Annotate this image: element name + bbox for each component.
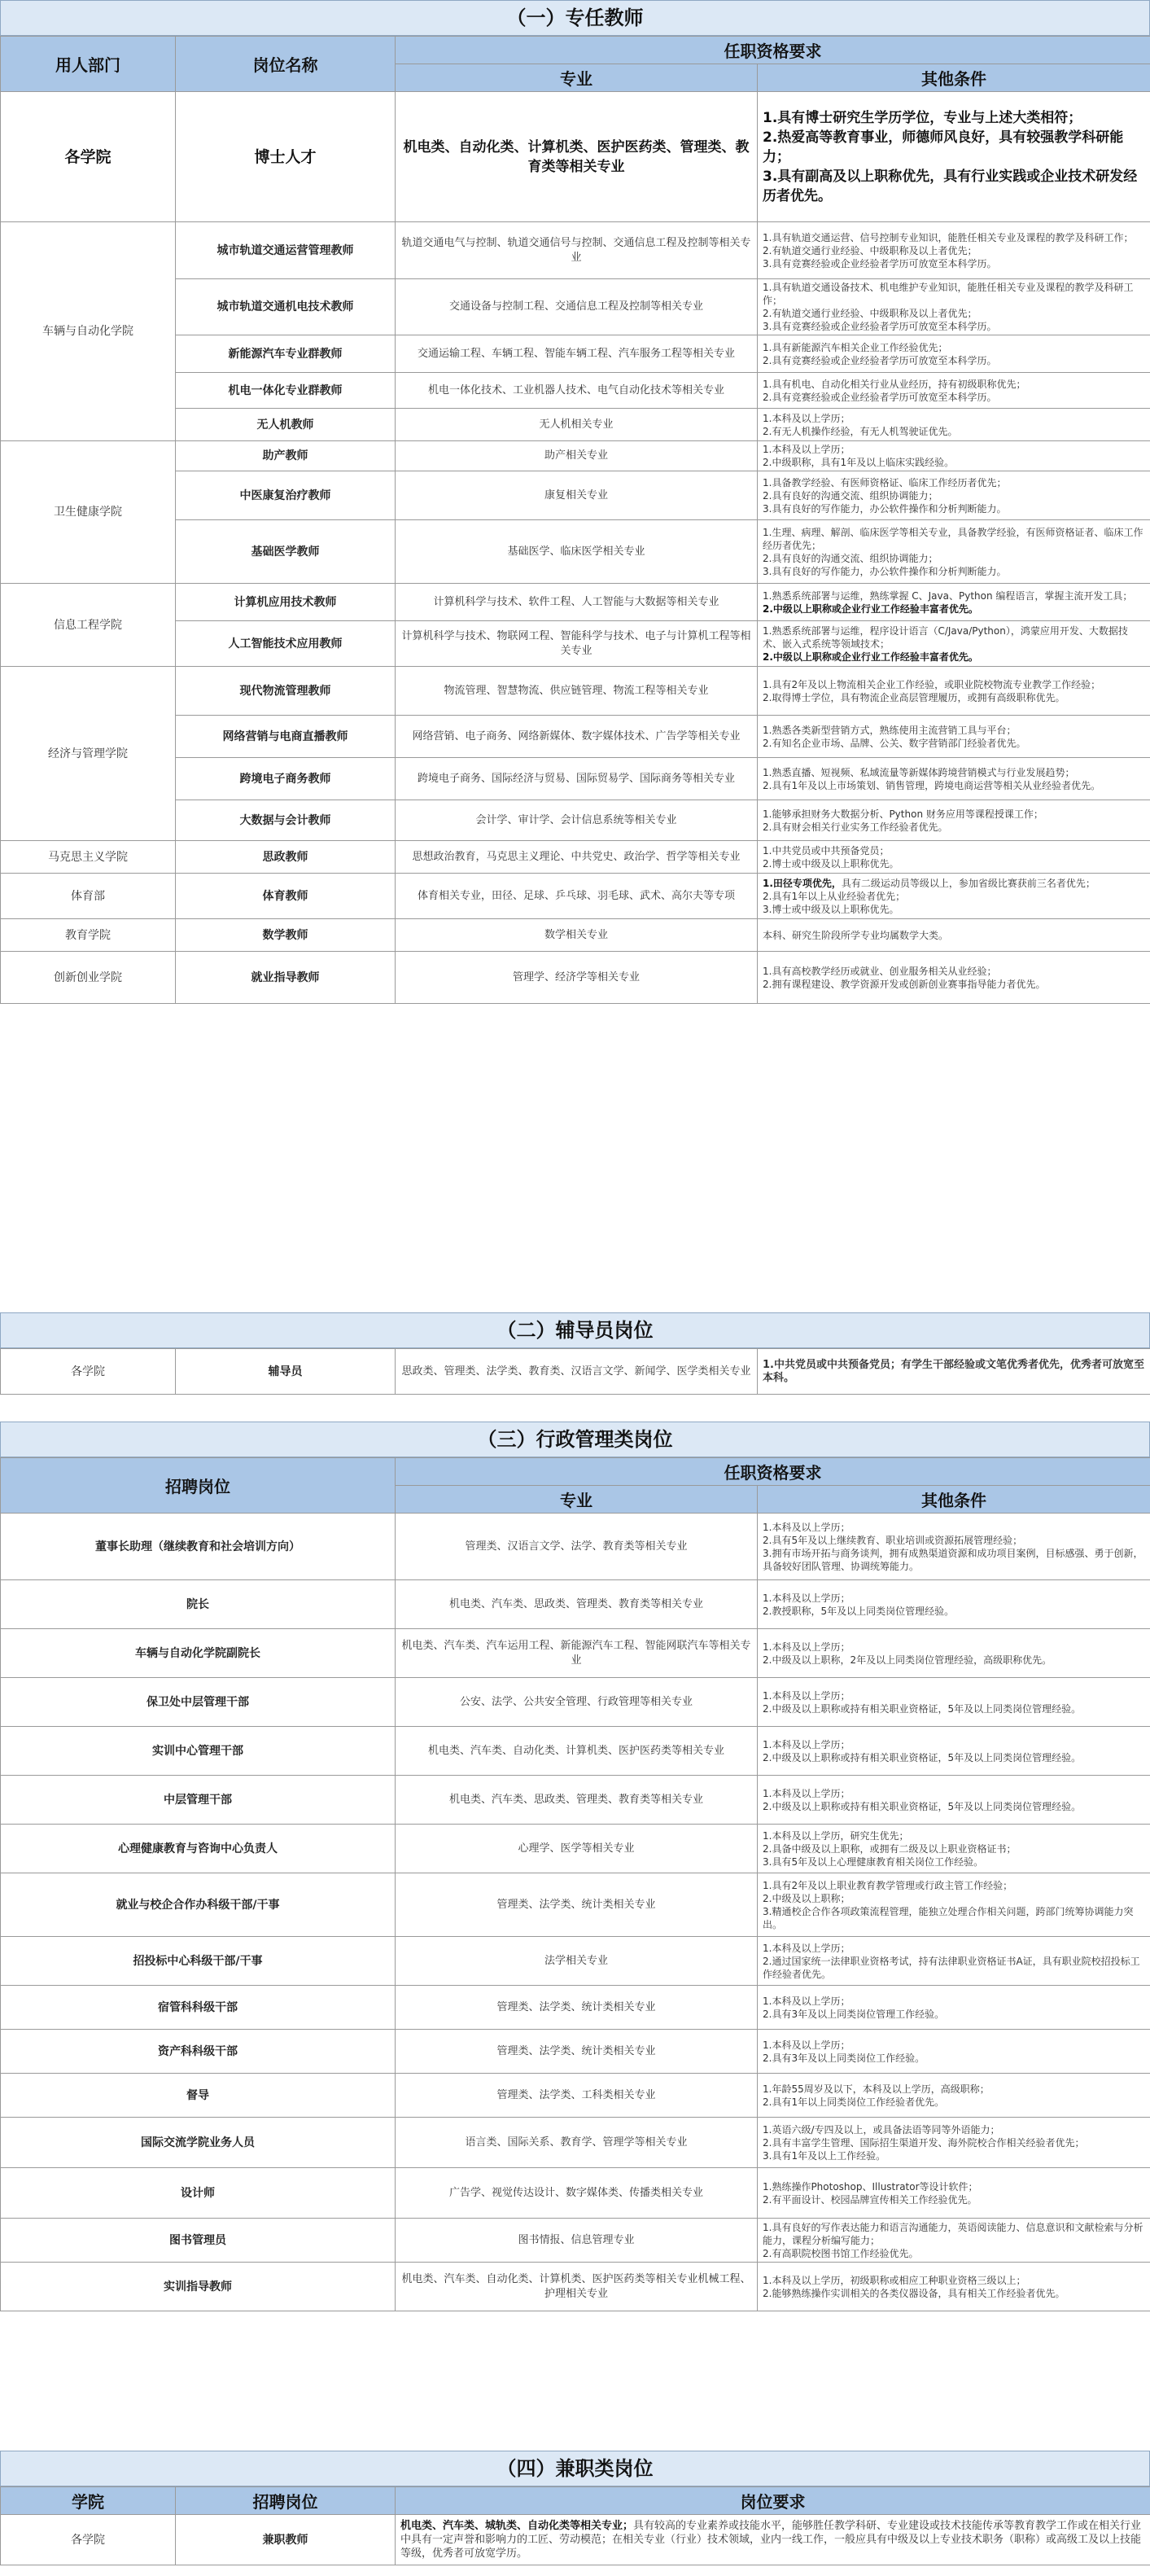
post-cell: 招投标中心科级干部/干事 bbox=[1, 1937, 396, 1986]
requirement-line: 1.具有良好的写作表达能力和语言沟通能力，英语阅读能力、信息意识和文献检索与分析能力，课程分析编写能力； bbox=[763, 2221, 1143, 2246]
major-cell: 广告学、视觉传达设计、数字媒体类、传播类相关专业 bbox=[396, 2168, 758, 2219]
requirement-line: 2.中级及以上职称或持有相关职业资格证，5年及以上同类岗位管理经验。 bbox=[763, 1800, 1082, 1812]
header-major: 专业 bbox=[396, 64, 758, 92]
requirement-line: 2.中级以上职称或企业行业工作经验丰富者优先。 bbox=[763, 651, 978, 663]
post-cell: 就业与校企合作办科级干部/干事 bbox=[1, 1873, 396, 1937]
requirement-line: 2.有无人机操作经验，有无人机驾驶证优先。 bbox=[763, 425, 958, 437]
parttime-table bbox=[0, 2486, 1150, 2565]
post-cell: 就业指导教师 bbox=[176, 952, 396, 1004]
other-cell bbox=[758, 471, 1150, 520]
header-requirements: 任职资格要求 bbox=[396, 1458, 1150, 1486]
requirement-text: 具有较高的专业素养或技能水平，能够胜任教学科研、专业建设或技术技能传承等教育教学工作或在相关行业中具有一定声誉和影响力的工匠、劳动模范；在相关专业（行业）技术领域，业内一线工作，一般应具有中级及以上专业技术职务（职称）或高级工及以上技能等级，优秀者可放宽学历。 bbox=[400, 2520, 1142, 2560]
table-row bbox=[1, 874, 1150, 919]
section-title: （一）专任教师 bbox=[0, 0, 1150, 36]
requirement-line: 本科、研究生阶段所学专业均属数学大类。 bbox=[763, 929, 949, 941]
header-requirements: 岗位要求 bbox=[396, 2487, 1150, 2515]
requirement-line: 1.熟练操作Photoshop、Illustrator等设计软件； bbox=[763, 2180, 978, 2193]
other-cell bbox=[758, 222, 1150, 279]
requirement-line: 1.本科及以上学历； bbox=[763, 1738, 850, 1750]
table-row bbox=[1, 919, 1150, 952]
requirement-line: 2.有平面设计、校园品牌宣传相关工作经验优先。 bbox=[763, 2193, 977, 2206]
requirement-line: 2.拥有课程建设、教学资源开发或创新创业赛事指导能力者优先。 bbox=[763, 978, 1046, 990]
other-cell bbox=[758, 2074, 1150, 2118]
requirement-line: 2.有轨道交通行业经验、中级职称及以上者优先； bbox=[763, 244, 977, 256]
section-counselor bbox=[0, 1312, 1150, 1395]
other-cell bbox=[758, 1514, 1150, 1580]
requirement-line: 1.具有机电、自动化相关行业从业经历，持有初级职称优先； bbox=[763, 378, 1026, 390]
major-cell: 机电类、汽车类、思政类、管理类、教育类等相关专业 bbox=[396, 1580, 758, 1629]
dept-cell: 车辆与自动化学院 bbox=[1, 222, 176, 441]
requirement-line: 3.具有良好的写作能力，办公软件操作和分析判断能力。 bbox=[763, 565, 1007, 577]
table-row bbox=[1, 441, 1150, 471]
post-cell: 国际交流学院业务人员 bbox=[1, 2118, 396, 2168]
other-cell bbox=[758, 2118, 1150, 2168]
post-cell: 博士人才 bbox=[176, 92, 396, 222]
requirement-line: 1.本科及以上学历； bbox=[763, 1689, 850, 1702]
requirement-line: 1.英语六级/专四及以上，或具备法语等同等外语能力； bbox=[763, 2123, 1000, 2136]
major-cell: 机电一体化技术、工业机器人技术、电气自动化技术等相关专业 bbox=[396, 373, 758, 409]
requirement-line: 1.本科及以上学历； bbox=[763, 2039, 850, 2051]
major-cell: 图书情报、信息管理专业 bbox=[396, 2219, 758, 2263]
table-row bbox=[1, 1776, 1150, 1825]
table-row bbox=[1, 1986, 1150, 2030]
requirement-line: 2.中级及以上职称或持有相关职业资格证，5年及以上同类岗位管理经验。 bbox=[763, 1702, 1082, 1715]
requirement-line: 2.具有3年及以上同类岗位工作经验。 bbox=[763, 2052, 925, 2064]
major-cell: 管理类、汉语言文学、法学、教育类等相关专业 bbox=[396, 1514, 758, 1580]
requirement-line: 1.具有2年及以上职业教育教学管理或行政主管工作经验； bbox=[763, 1879, 1013, 1891]
requirement-line: 2.具有1年以上从业经验者优先； bbox=[763, 890, 906, 902]
dept-cell: 卫生健康学院 bbox=[1, 441, 176, 584]
major-cell: 机电类、汽车类、自动化类、计算机类、医护医药类等相关专业 bbox=[396, 1727, 758, 1776]
section-admin bbox=[0, 1422, 1150, 2311]
post-cell: 现代物流管理教师 bbox=[176, 667, 396, 716]
requirement-line: 2.具有丰富学生管理、国际招生渠道开发、海外院校合作相关经验者优先； bbox=[763, 2136, 1085, 2149]
table-row bbox=[1, 222, 1150, 279]
table-row bbox=[1, 1873, 1150, 1937]
table-row bbox=[1, 584, 1150, 621]
other-cell bbox=[758, 1986, 1150, 2030]
requirement-line: 1.具有新能源汽车相关企业工作经验优先； bbox=[763, 341, 948, 353]
major-cell: 管理类、法学类、工科类相关专业 bbox=[396, 2074, 758, 2118]
other-cell bbox=[758, 841, 1150, 874]
requirement-line: 1.本科及以上学历； bbox=[763, 1995, 850, 2007]
other-cell bbox=[758, 2168, 1150, 2219]
other-cell bbox=[758, 584, 1150, 621]
requirement-line: 2.取得博士学位，具有物流企业高层管理履历，或拥有高级职称优先。 bbox=[763, 691, 1065, 703]
table-row bbox=[1, 1514, 1150, 1580]
post-cell: 基础医学教师 bbox=[176, 520, 396, 584]
requirement-line: 1.本科及以上学历； bbox=[763, 1521, 850, 1533]
requirement-emphasis: 1.田径专项优先， bbox=[763, 877, 842, 889]
header-major: 专业 bbox=[396, 1486, 758, 1514]
major-cell: 物流管理、智慧物流、供应链管理、物流工程等相关专业 bbox=[396, 667, 758, 716]
major-cell: 无人机相关专业 bbox=[396, 409, 758, 441]
requirement-line: 1.熟悉系统部署与运维，熟练掌握 C、Java、Python 编程语言，掌握主流开发工具； bbox=[763, 589, 1133, 602]
table-row bbox=[1, 92, 1150, 222]
requirement-line: 2.有知名企业市场、品牌、公关、数字营销部门经验者优先。 bbox=[763, 737, 1026, 749]
requirement-line: 1.熟悉系统部署与运维，程序设计语言（C/Java/Python），鸿蒙应用开发、大数据技术、嵌入式系统等领域技术； bbox=[763, 624, 1128, 650]
post-cell: 董事长助理（继续教育和社会培训方向） bbox=[1, 1514, 396, 1580]
header-other: 其他条件 bbox=[758, 1486, 1150, 1514]
major-cell: 机电类、汽车类、自动化类、计算机类、医护医药类等相关专业机械工程、护理相关专业 bbox=[396, 2263, 758, 2311]
major-cell: 计算机科学与技术、物联网工程、智能科学与技术、电子与计算机工程等相关专业 bbox=[396, 621, 758, 667]
requirement-line: 3.具有竞赛经验或企业经验者学历可放宽至本科学历。 bbox=[763, 321, 997, 332]
post-cell: 体育教师 bbox=[176, 874, 396, 919]
table-row bbox=[1, 1727, 1150, 1776]
section-title: （三）行政管理类岗位 bbox=[0, 1422, 1150, 1457]
post-cell: 辅导员 bbox=[176, 1349, 396, 1395]
requirement-line: 2.有轨道交通行业经验、中级职称及以上者优先； bbox=[763, 308, 977, 319]
requirement-line: 1.本科及以上学历； bbox=[763, 1592, 850, 1604]
post-cell: 设计师 bbox=[1, 2168, 396, 2219]
major-cell: 管理学、经济学等相关专业 bbox=[396, 952, 758, 1004]
post-cell: 城市轨道交通运营管理教师 bbox=[176, 222, 396, 279]
major-cell: 计算机科学与技术、软件工程、人工智能与大数据等相关专业 bbox=[396, 584, 758, 621]
other-cell: 1.中共党员或中共预备党员；有学生干部经验或文笔优秀者优先，优秀者可放宽至本科。 bbox=[758, 1349, 1150, 1395]
major-cell: 基础医学、临床医学相关专业 bbox=[396, 520, 758, 584]
requirement-line: 3.具有1年及以上工作经验。 bbox=[763, 2149, 886, 2162]
post-cell: 助产教师 bbox=[176, 441, 396, 471]
post-cell: 中层管理干部 bbox=[1, 1776, 396, 1825]
requirement-line: 1.具备教学经验、有医师资格证、临床工作经历者优先； bbox=[763, 476, 1007, 488]
post-cell: 机电一体化专业群教师 bbox=[176, 373, 396, 409]
major-cell: 康复相关专业 bbox=[396, 471, 758, 520]
dept-cell: 创新创业学院 bbox=[1, 952, 176, 1004]
table-row bbox=[1, 1629, 1150, 1678]
post-cell: 兼职教师 bbox=[176, 2515, 396, 2565]
major-cell: 机电类、自动化类、计算机类、医护医药类、管理类、教育类等相关专业 bbox=[396, 92, 758, 222]
table-row bbox=[1, 2074, 1150, 2118]
other-cell bbox=[758, 919, 1150, 952]
requirement-line: 1.生理、病理、解剖、临床医学等相关专业，具备教学经验，有医师资格证者、临床工作经历者优先； bbox=[763, 526, 1143, 551]
section-fulltime-teachers bbox=[0, 0, 1150, 1004]
table-row bbox=[1, 1349, 1150, 1395]
requirements-cell bbox=[396, 2515, 1150, 2565]
requirement-line: 具有二级运动员等级以上，参加省级比赛获前三名者优先； bbox=[841, 877, 1095, 889]
counselor-table bbox=[0, 1348, 1150, 1395]
header-post: 招聘岗位 bbox=[176, 2487, 396, 2515]
requirement-line: 1.本科及以上学历，研究生优先； bbox=[763, 1829, 909, 1842]
other-cell bbox=[758, 952, 1150, 1004]
major-cell: 助产相关专业 bbox=[396, 441, 758, 471]
post-cell: 车辆与自动化学院副院长 bbox=[1, 1629, 396, 1678]
other-cell bbox=[758, 409, 1150, 441]
major-cell: 机电类、汽车类、思政类、管理类、教育类等相关专业 bbox=[396, 1776, 758, 1825]
table-row bbox=[1, 2168, 1150, 2219]
requirement-line: 2.中级及以上职称或持有相关职业资格证，5年及以上同类岗位管理经验。 bbox=[763, 1751, 1082, 1763]
other-cell bbox=[758, 92, 1150, 222]
major-cell: 语言类、国际关系、教育学、管理学等相关专业 bbox=[396, 2118, 758, 2168]
other-cell bbox=[758, 441, 1150, 471]
table-row bbox=[1, 952, 1150, 1004]
other-cell bbox=[758, 621, 1150, 667]
header-college: 学院 bbox=[1, 2487, 176, 2515]
other-cell bbox=[758, 716, 1150, 758]
requirement-line: 1.本科及以上学历，初级职称或相应工种职业资格三级以上； bbox=[763, 2274, 1026, 2286]
dept-cell: 经济与管理学院 bbox=[1, 667, 176, 841]
major-cell: 公安、法学、公共安全管理、行政管理等相关专业 bbox=[396, 1678, 758, 1727]
other-cell bbox=[758, 758, 1150, 800]
major-cell: 管理类、法学类、统计类相关专业 bbox=[396, 2030, 758, 2074]
requirement-line: 2.教授职称，5年及以上同类岗位管理经验。 bbox=[763, 1605, 955, 1617]
table-row bbox=[1, 1678, 1150, 1727]
post-cell: 宿管科科级干部 bbox=[1, 1986, 396, 2030]
major-cell: 思想政治教育，马克思主义理论、中共党史、政治学、哲学等相关专业 bbox=[396, 841, 758, 874]
fulltime-teachers-table bbox=[0, 36, 1150, 1004]
other-cell bbox=[758, 373, 1150, 409]
major-cell: 机电类、汽车类、汽车运用工程、新能源汽车工程、智能网联汽车等相关专业 bbox=[396, 1629, 758, 1678]
requirement-line: 1.熟悉各类新型营销方式，熟练使用主流营销工具与平台； bbox=[763, 724, 1017, 736]
other-cell bbox=[758, 1825, 1150, 1873]
requirement-line: 1.本科及以上学历； bbox=[763, 1942, 850, 1954]
other-cell bbox=[758, 1629, 1150, 1678]
post-cell: 人工智能技术应用教师 bbox=[176, 621, 396, 667]
section-title: （四）兼职类岗位 bbox=[0, 2451, 1150, 2486]
major-cell: 思政类、管理类、法学类、教育类、汉语言文学、新闻学、医学类相关专业 bbox=[396, 1349, 758, 1395]
requirement-line: 3.具有良好的写作能力，办公软件操作和分析判断能力。 bbox=[763, 502, 1007, 515]
section-parttime bbox=[0, 2451, 1150, 2565]
requirement-line: 2.中级及以上职称，2年及以上同类岗位管理经验，高级职称优先。 bbox=[763, 1654, 1052, 1666]
requirement-line: 2.具有3年及以上同类岗位管理工作经验。 bbox=[763, 2008, 945, 2020]
requirement-line: 2.具有良好的沟通交流、组织协调能力； bbox=[763, 552, 938, 564]
post-cell: 无人机教师 bbox=[176, 409, 396, 441]
requirement-line: 2.具有良好的沟通交流、组织协调能力； bbox=[763, 489, 938, 502]
requirement-line: 1.具有轨道交通设备技术、机电维护专业知识，能胜任相关专业及课程的教学及科研工作； bbox=[763, 282, 1134, 306]
post-cell: 思政教师 bbox=[176, 841, 396, 874]
requirement-line: 1.中共党员或中共预备党员； bbox=[763, 844, 890, 856]
other-cell bbox=[758, 874, 1150, 919]
other-cell bbox=[758, 1937, 1150, 1986]
major-cell: 交通设备与控制工程、交通信息工程及控制等相关专业 bbox=[396, 279, 758, 335]
requirement-line: 3.博士或中级及以上职称优先。 bbox=[763, 903, 899, 915]
dept-cell: 各学院 bbox=[1, 1349, 176, 1395]
requirement-line: 1.本科及以上学历； bbox=[763, 444, 850, 455]
requirement-line: 1.熟悉直播、短视频、私域流量等新媒体跨境营销模式与行业发展趋势； bbox=[763, 766, 1075, 778]
post-cell: 实训指导教师 bbox=[1, 2263, 396, 2311]
section-title: （二）辅导员岗位 bbox=[0, 1312, 1150, 1348]
requirement-line: 3.精通校企合作各项政策流程管理，能独立处理合作相关问题，跨部门统筹协调能力突出。 bbox=[763, 1905, 1134, 1930]
post-cell: 院长 bbox=[1, 1580, 396, 1629]
post-cell: 心理健康教育与咨询中心负责人 bbox=[1, 1825, 396, 1873]
major-cell: 法学相关专业 bbox=[396, 1937, 758, 1986]
header-other: 其他条件 bbox=[758, 64, 1150, 92]
college-cell: 各学院 bbox=[1, 2515, 176, 2565]
table-row bbox=[1, 2118, 1150, 2168]
requirement-line: 1.具有轨道交通运营、信号控制专业知识，能胜任相关专业及课程的教学及科研工作； bbox=[763, 231, 1134, 243]
major-cell: 网络营销、电子商务、网络新媒体、数字媒体技术、广告学等相关专业 bbox=[396, 716, 758, 758]
major-cell: 会计学、审计学、会计信息系统等相关专业 bbox=[396, 800, 758, 841]
requirement-line: 3.拥有市场开拓与商务谈判，拥有成熟渠道资源和成功项目案例，目标感强、勇于创新，具备较好团队管理、协调统筹能力。 bbox=[763, 1547, 1143, 1572]
other-cell bbox=[758, 1873, 1150, 1937]
major-cell: 心理学、医学等相关专业 bbox=[396, 1825, 758, 1873]
header-dept: 用人部门 bbox=[1, 37, 176, 92]
requirement-line: 1.本科及以上学历； bbox=[763, 1787, 850, 1799]
major-cell: 数学相关专业 bbox=[396, 919, 758, 952]
requirement-line: 2.具有5年及以上继续教育、职业培训或资源拓展管理经验； bbox=[763, 1534, 1023, 1546]
other-cell bbox=[758, 1678, 1150, 1727]
other-cell bbox=[758, 1727, 1150, 1776]
requirement-line: 2.具有竞赛经验或企业经验者学历可放宽至本科学历。 bbox=[763, 354, 997, 366]
table-row bbox=[1, 1825, 1150, 1873]
requirement-line: 2.具有竞赛经验或企业经验者学历可放宽至本科学历。 bbox=[763, 391, 997, 403]
table-row bbox=[1, 841, 1150, 874]
post-cell: 图书管理员 bbox=[1, 2219, 396, 2263]
table-row bbox=[1, 667, 1150, 716]
other-cell bbox=[758, 2219, 1150, 2263]
requirement-emphasis: 机电类、汽车类、城轨类、自动化类等相关专业； bbox=[400, 2520, 634, 2532]
dept-cell: 教育学院 bbox=[1, 919, 176, 952]
dept-cell: 各学院 bbox=[1, 92, 176, 222]
other-cell bbox=[758, 1776, 1150, 1825]
requirement-line: 2.具有1年及以上市场策划、销售管理，跨境电商运营等相关从业经验者优先。 bbox=[763, 779, 1101, 791]
post-cell: 数学教师 bbox=[176, 919, 396, 952]
major-cell: 体育相关专业，田径、足球、乒乓球、羽毛球、武术、高尔夫等专项 bbox=[396, 874, 758, 919]
requirement-line: 1.具有高校教学经历或就业、创业服务相关从业经验； bbox=[763, 965, 997, 977]
post-cell: 网络营销与电商直播教师 bbox=[176, 716, 396, 758]
requirement-line: 2.具有1年以上同类岗位工作经验者优先。 bbox=[763, 2096, 945, 2108]
requirement-line: 3.具有5年及以上心理健康教育相关岗位工作经验。 bbox=[763, 1855, 984, 1868]
requirement-line: 1.具有2年及以上物流相关企业工作经验，或职业院校物流专业教学工作经验； bbox=[763, 678, 1101, 690]
table-row bbox=[1, 1580, 1150, 1629]
post-cell: 跨境电子商务教师 bbox=[176, 758, 396, 800]
table-row bbox=[1, 2219, 1150, 2263]
post-cell: 实训中心管理干部 bbox=[1, 1727, 396, 1776]
requirement-line: 2.博士或中级及以上职称优先。 bbox=[763, 857, 899, 870]
major-cell: 管理类、法学类、统计类相关专业 bbox=[396, 1873, 758, 1937]
admin-table bbox=[0, 1457, 1150, 2311]
dept-cell: 体育部 bbox=[1, 874, 176, 919]
table-row bbox=[1, 2263, 1150, 2311]
requirement-line: 2.有高职院校图书馆工作经验优先。 bbox=[763, 2247, 919, 2259]
other-cell bbox=[758, 520, 1150, 584]
other-cell bbox=[758, 800, 1150, 841]
requirement-line: 2.热爱高等教育事业，师德师风良好，具有较强教学科研能力； bbox=[763, 129, 1124, 165]
post-cell: 中医康复治疗教师 bbox=[176, 471, 396, 520]
post-cell: 计算机应用技术教师 bbox=[176, 584, 396, 621]
table-row bbox=[1, 1937, 1150, 1986]
other-cell bbox=[758, 667, 1150, 716]
requirement-line: 1.能够承担财务大数据分析、Python 财务应用等课程授课工作； bbox=[763, 808, 1043, 820]
post-cell: 城市轨道交通机电技术教师 bbox=[176, 279, 396, 335]
header-requirements: 任职资格要求 bbox=[396, 37, 1150, 64]
major-cell: 交通运输工程、车辆工程、智能车辆工程、汽车服务工程等相关专业 bbox=[396, 335, 758, 373]
post-cell: 资产科科级干部 bbox=[1, 2030, 396, 2074]
post-cell: 保卫处中层管理干部 bbox=[1, 1678, 396, 1727]
requirement-line: 2.通过国家统一法律职业资格考试，持有法律职业资格证书A证，具有职业院校招投标工作经验者优先。 bbox=[763, 1955, 1140, 1980]
major-cell: 管理类、法学类、统计类相关专业 bbox=[396, 1986, 758, 2030]
other-cell bbox=[758, 2030, 1150, 2074]
requirement-line: 2.具有财会相关行业实务工作经验者优先。 bbox=[763, 821, 948, 833]
header-post: 岗位名称 bbox=[176, 37, 396, 92]
requirement-line: 2.中级职称，具有1年及以上临床实践经验。 bbox=[763, 457, 955, 468]
requirement-line: 1.年龄55周岁及以下，本科及以上学历，高级职称； bbox=[763, 2083, 990, 2095]
requirement-line: 3.具有竞赛经验或企业经验者学历可放宽至本科学历。 bbox=[763, 257, 997, 269]
post-cell: 新能源汽车专业群教师 bbox=[176, 335, 396, 373]
requirement-line: 2.中级及以上职称； bbox=[763, 1892, 850, 1904]
requirement-line: 1.本科及以上学历； bbox=[763, 412, 850, 424]
other-cell bbox=[758, 335, 1150, 373]
requirement-line: 3.具有副高及以上职称优先，具有行业实践或企业技术研发经历者优先。 bbox=[763, 168, 1138, 204]
requirement-line: 1.具有博士研究生学历学位，专业与上述大类相符； bbox=[763, 109, 1082, 126]
other-cell bbox=[758, 279, 1150, 335]
requirement-line: 1.本科及以上学历； bbox=[763, 1641, 850, 1653]
major-cell: 轨道交通电气与控制、轨道交通信号与控制、交通信息工程及控制等相关专业 bbox=[396, 222, 758, 279]
dept-cell: 信息工程学院 bbox=[1, 584, 176, 667]
other-cell bbox=[758, 1580, 1150, 1629]
requirement-line: 2.中级以上职称或企业行业工作经验丰富者优先。 bbox=[763, 602, 978, 615]
other-cell bbox=[758, 2263, 1150, 2311]
major-cell: 跨境电子商务、国际经济与贸易、国际贸易学、国际商务等相关专业 bbox=[396, 758, 758, 800]
post-cell: 督导 bbox=[1, 2074, 396, 2118]
requirement-line: 2.具备中级及以上职称，或拥有二级及以上职业资格证书； bbox=[763, 1842, 1017, 1855]
dept-cell: 马克思主义学院 bbox=[1, 841, 176, 874]
post-cell: 大数据与会计教师 bbox=[176, 800, 396, 841]
table-row bbox=[1, 2515, 1150, 2565]
table-row bbox=[1, 2030, 1150, 2074]
header-post: 招聘岗位 bbox=[1, 1458, 396, 1514]
requirement-line: 2.能够熟练操作实训相关的各类仪器设备，具有相关工作经验者优先。 bbox=[763, 2287, 1065, 2299]
